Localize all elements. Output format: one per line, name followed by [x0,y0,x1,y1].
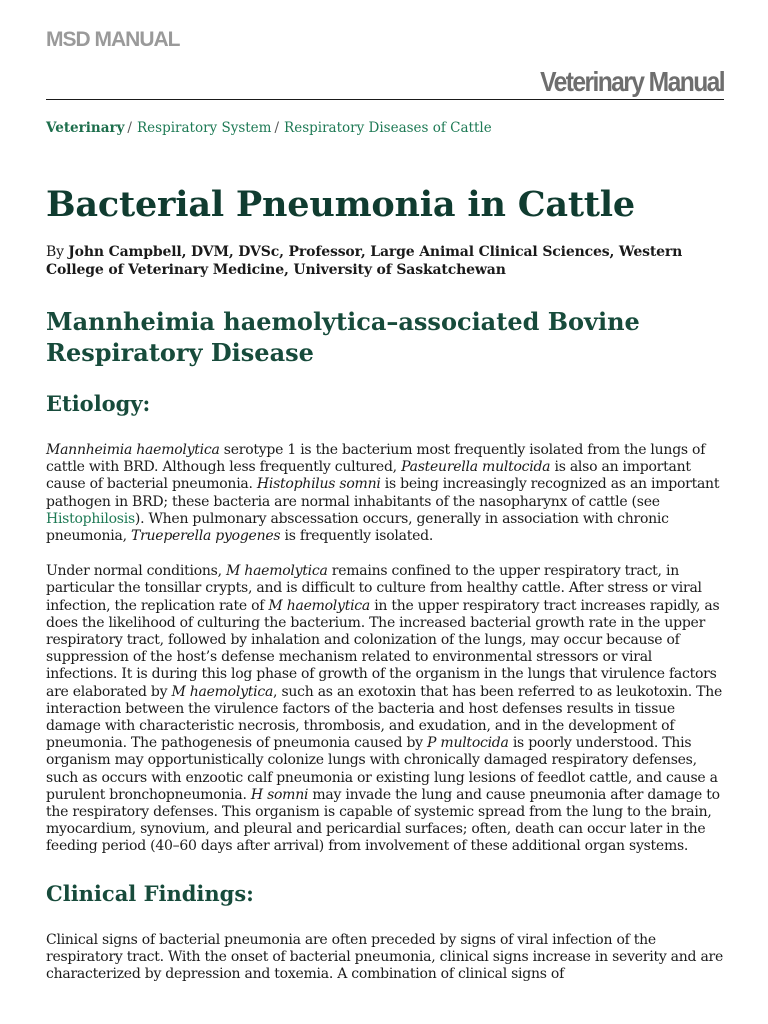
etiology-paragraph-1 [46,442,724,545]
header-divider [46,99,724,100]
text-run: ). When pulmonary abscessation occurs, generally in association with chronic pneumonia, [46,510,669,545]
histophilosis-link[interactable]: Histophilosis [46,510,135,527]
breadcrumb [46,118,724,138]
etiology-heading: Etiology: [46,391,151,416]
text-run: is poorly understood. This organism may opportunistically colonize lungs with chronically damaged respiratory defenses, such as occurs with enzootic calf pneumonia or existing lung lesions of feedlot cattle, and cause a purulent bronchopneumonia. [46,735,718,803]
italic-term: Histophilus somni [256,476,381,493]
italic-term: M haemolytica [226,563,328,580]
breadcrumb-separator: / [274,120,280,136]
text-run: is also an important cause of bacterial pneumonia. [46,459,691,493]
text-run: in the upper respiratory tract increases rapidly, as does the likelihood of culturing the bacterium. The increased bacterial growth rate in the upper respiratory tract, followed by inhalation and colonization of the lungs, may occur because of suppression of the host’s defense mechanism related to environmental stressors or viral infections. It is during this log phase of growth of the organism in the lungs that virulence factors are elaborated by [46,597,720,700]
article-content [46,118,724,983]
italic-term: Pasteurella multocida [401,459,551,476]
italic-term: Mannheimia haemolytica [46,442,220,458]
page-title: Bacterial Pneumonia in Cattle [46,184,635,225]
italic-term: M haemolytica [171,683,274,700]
text-run: remains confined to the upper respiratory tract, in particular the tonsillar crypts, and is difficult to culture from healthy cattle. After stress or viral infection, the replication rate of [46,563,702,614]
text-run: may invade the lung and cause pneumonia after damage to the respiratory defenses. This organism is capable of systemic spread from the lung to the brain, myocardium, synovium, and pleural and pericardial surfaces; often, death can occur later in the feeding period (40–60 days after arrival) from involvement of these additional organ systems. [46,786,720,855]
clinical-findings-heading: Clinical Findings: [46,880,254,906]
clinical-findings-paragraph: Clinical signs of bacterial pneumonia are often preceded by signs of viral infection of the respiratory tract. With the onset of bacterial pneumonia, clinical signs increase in severity and are characterized by depression and toxemia. A combination of clinical signs of [46,931,724,983]
msd-manual-logo[interactable]: MSD MANUAL [46,28,180,51]
byline-authors: John Campbell, DVM, DVSc, Professor, Large Animal Clinical Sciences, Western College of Veterinary Medicine, University of Saskatchewan [46,244,683,278]
text-run: Under normal conditions, [46,563,227,580]
breadcrumb-link-respiratory-diseases-of-cattle[interactable]: Respiratory Diseases of Cattle [284,120,492,136]
veterinary-manual-title[interactable]: Veterinary Manual [540,66,724,97]
italic-term: M haemolytica [268,597,370,614]
etiology-paragraph-2 [46,563,724,855]
breadcrumb-link-respiratory-system[interactable]: Respiratory System [136,120,272,136]
section-title: Mannheimia haemolytica–associated Bovine Respiratory Disease [46,307,640,367]
breadcrumb-separator: / [127,120,132,136]
italic-term: P multocida [427,735,509,752]
byline-prefix: By [46,244,69,260]
text-run: is frequently isolated. [280,528,434,545]
italic-term: H somni [250,786,309,803]
author-byline [46,244,724,279]
text-run: , such as an exotoxin that has been referred to as leukotoxin. The interaction between the virulence factors of the bacteria and host defenses results in tissue damage with characteristic necrosis, thrombosis, and exudation, and in the development of pneumonia. The pathogenesis of pneumonia caused by [46,683,723,752]
text-run: is being increasingly recognized as an important pathogen in BRD; these bacteria are normal inhabitants of the nasopharynx of cattle (see [46,476,720,510]
italic-term: Trueperella pyogenes [130,528,281,545]
text-run: serotype 1 is the bacterium most frequently isolated from the lungs of cattle with BRD. Although less frequently cultured, [46,442,706,476]
breadcrumb-link-veterinary[interactable]: Veterinary [46,120,125,136]
